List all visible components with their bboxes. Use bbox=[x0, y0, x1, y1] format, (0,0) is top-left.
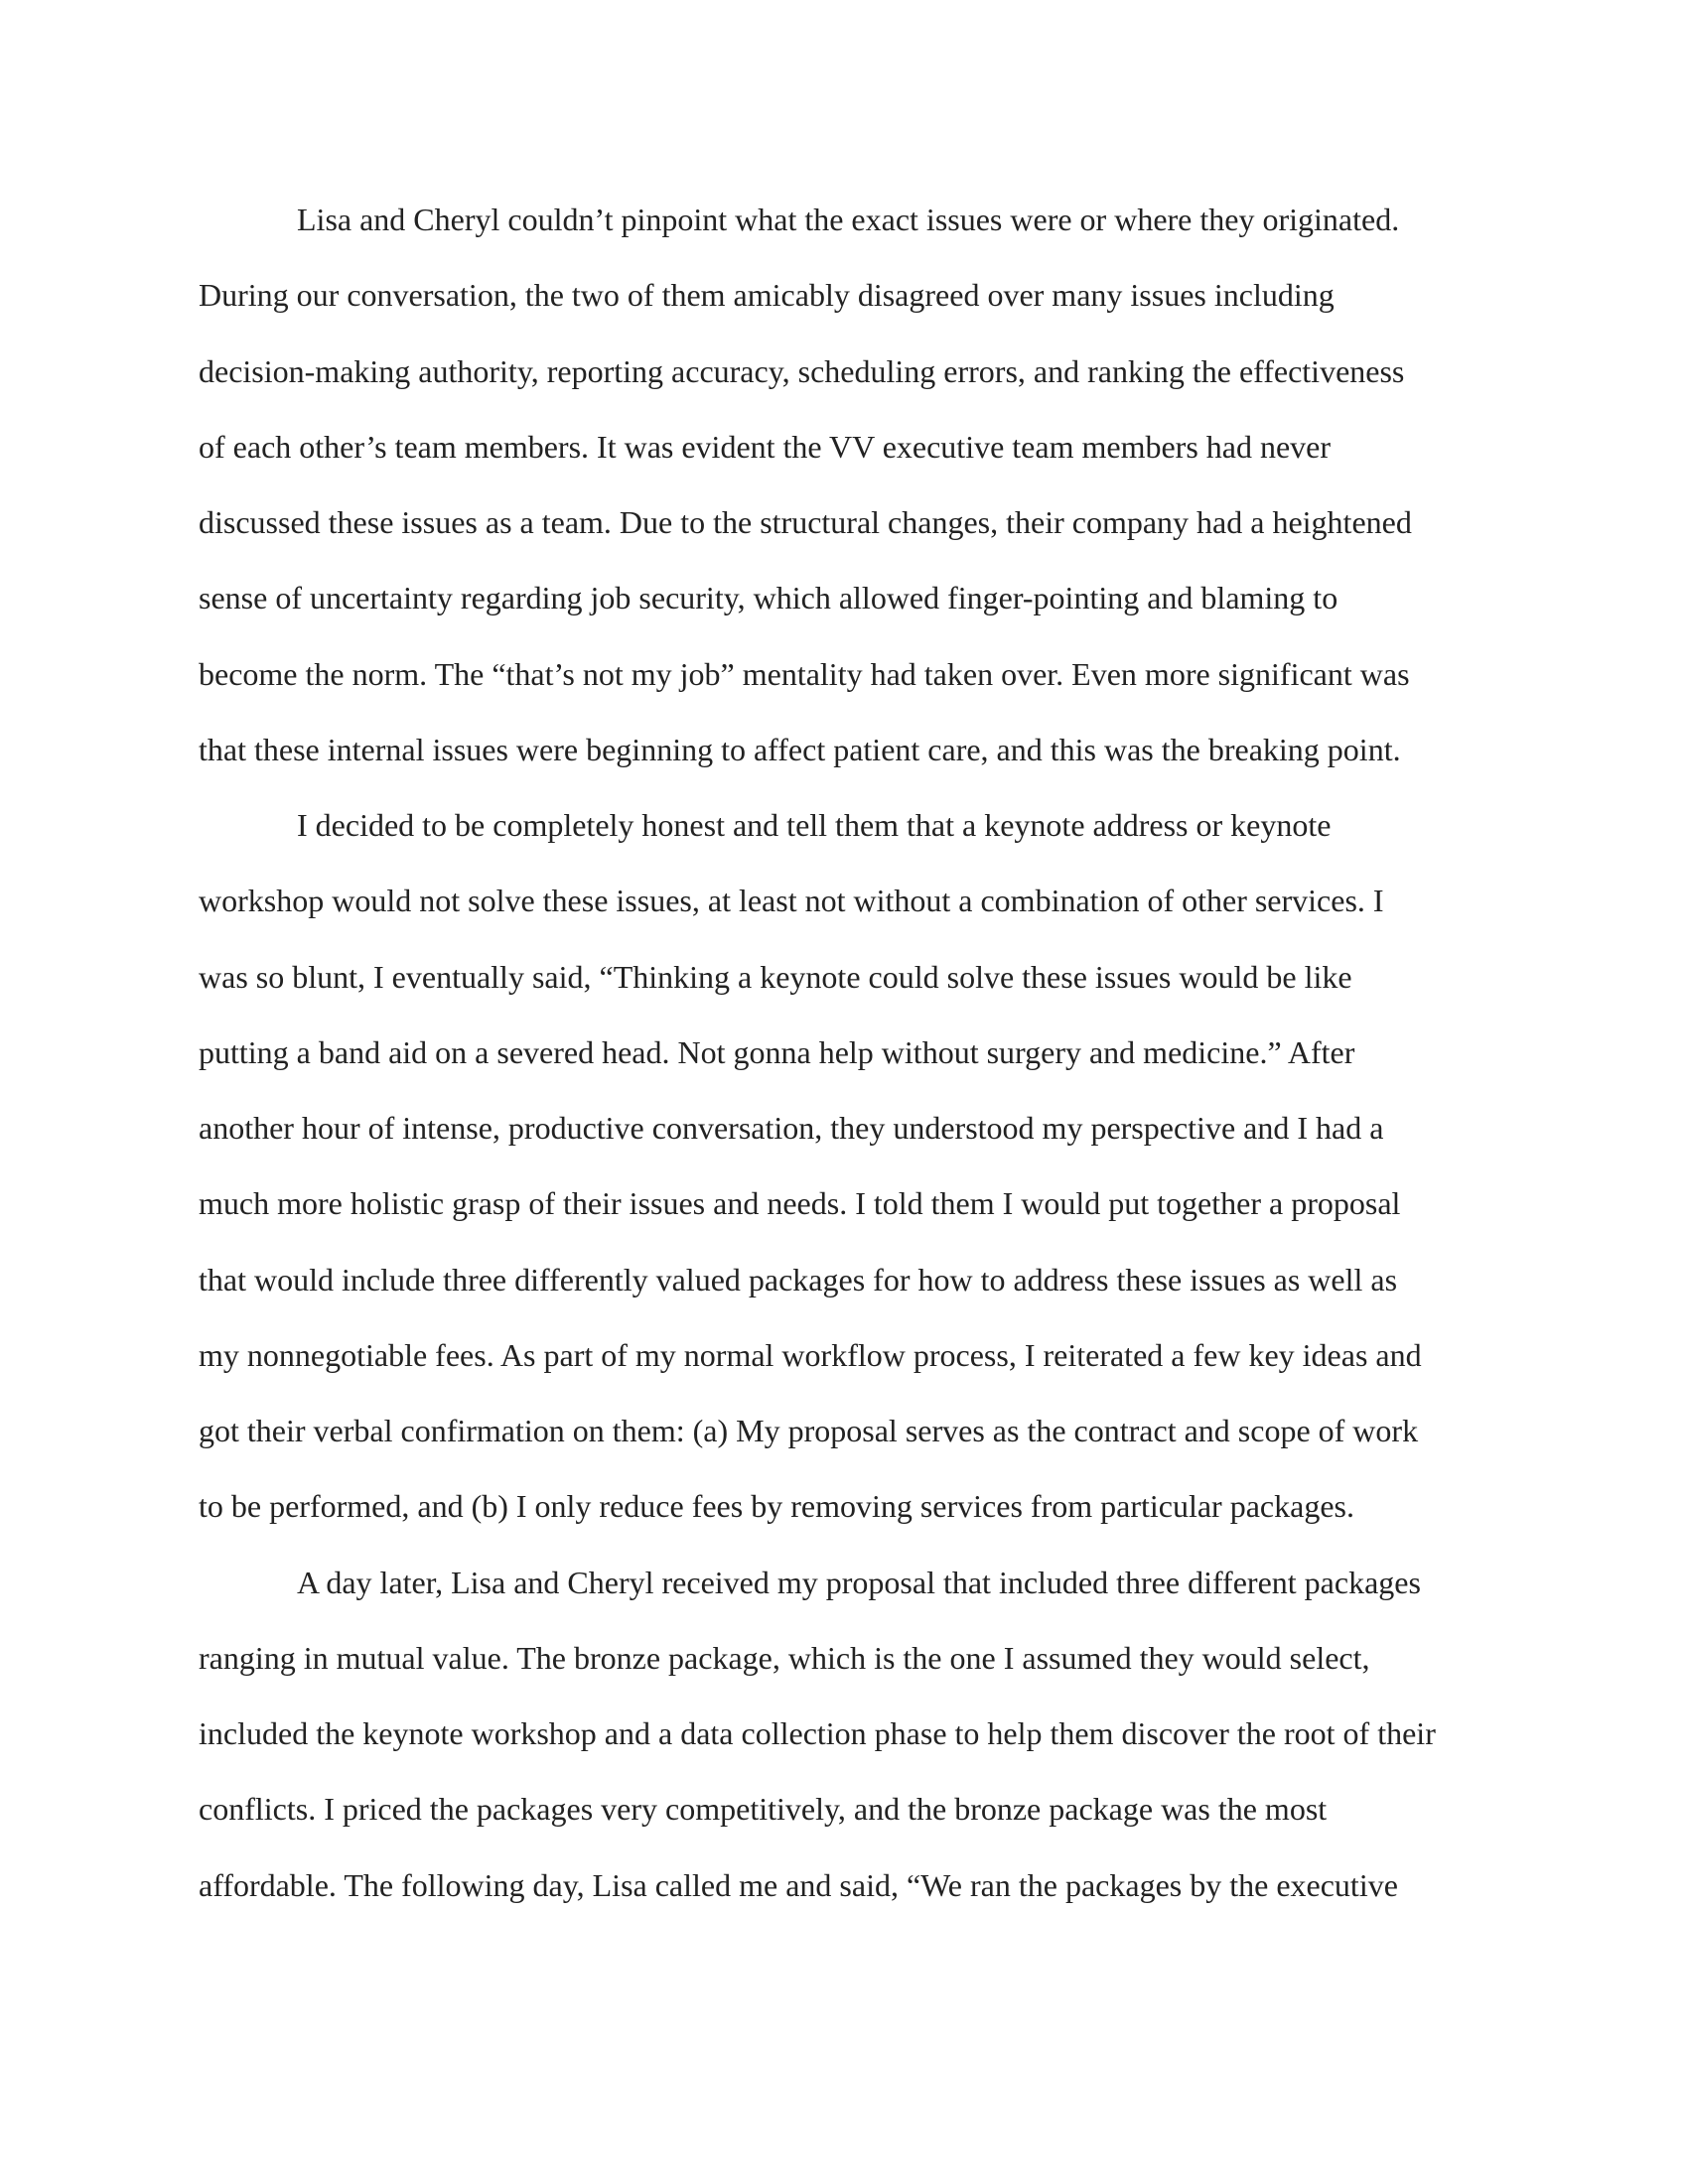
text-line: sense of uncertainty regarding job security, which allowed finger-pointing and blaming to bbox=[199, 580, 1338, 616]
text-line: ranging in mutual value. The bronze package, which is the one I assumed they would select, bbox=[199, 1639, 1370, 1676]
text-line: to be performed, and (b) I only reduce fees by removing services from particular packages. bbox=[199, 1488, 1354, 1525]
text-line: much more holistic grasp of their issues and needs. I told them I would put together a proposal bbox=[199, 1185, 1401, 1222]
text-line: was so blunt, I eventually said, “Thinking a keynote could solve these issues would be like bbox=[199, 958, 1352, 995]
text-line: included the keynote workshop and a data collection phase to help them discover the root of their bbox=[199, 1715, 1436, 1751]
text-line: that these internal issues were beginning to affect patient care, and this was the breaking point. bbox=[199, 731, 1401, 767]
text-line: decision-making authority, reporting accuracy, scheduling errors, and ranking the effectiveness bbox=[199, 352, 1405, 389]
body-text bbox=[199, 196, 1489, 1937]
text-line: become the norm. The “that’s not my job” mentality had taken over. Even more significant was bbox=[199, 655, 1410, 692]
text-line: I decided to be completely honest and tell them that a keynote address or keynote bbox=[297, 807, 1332, 843]
paragraph-3 bbox=[199, 1559, 1489, 1937]
text-line: conflicts. I priced the packages very competitively, and the bronze package was the most bbox=[199, 1791, 1328, 1828]
paragraph-1 bbox=[199, 196, 1489, 801]
text-line: workshop would not solve these issues, at least not without a combination of other services. I bbox=[199, 883, 1384, 919]
paragraph-2 bbox=[199, 801, 1489, 1559]
text-line: putting a band aid on a severed head. Not gonna help without surgery and medicine.” After bbox=[199, 1033, 1355, 1070]
text-line: A day later, Lisa and Cheryl received my proposal that included three different packages bbox=[297, 1564, 1421, 1600]
text-line: that would include three differently valued packages for how to address these issues as well as bbox=[199, 1261, 1398, 1297]
text-line: my nonnegotiable fees. As part of my normal workflow process, I reiterated a few key ideas and bbox=[199, 1336, 1422, 1373]
text-line: affordable. The following day, Lisa called me and said, “We ran the packages by the executive bbox=[199, 1866, 1398, 1903]
text-line: discussed these issues as a team. Due to the structural changes, their company had a heightened bbox=[199, 504, 1412, 540]
text-line: got their verbal confirmation on them: (a) My proposal serves as the contract and scope of work bbox=[199, 1413, 1419, 1448]
text-line: During our conversation, the two of them amicably disagreed over many issues including bbox=[199, 277, 1335, 314]
text-line: Lisa and Cheryl couldn’t pinpoint what the exact issues were or where they originated. bbox=[297, 202, 1400, 237]
text-line: another hour of intense, productive conversation, they understood my perspective and I had a bbox=[199, 1110, 1384, 1146]
text-line: of each other’s team members. It was evident the VV executive team members had never bbox=[199, 428, 1332, 465]
